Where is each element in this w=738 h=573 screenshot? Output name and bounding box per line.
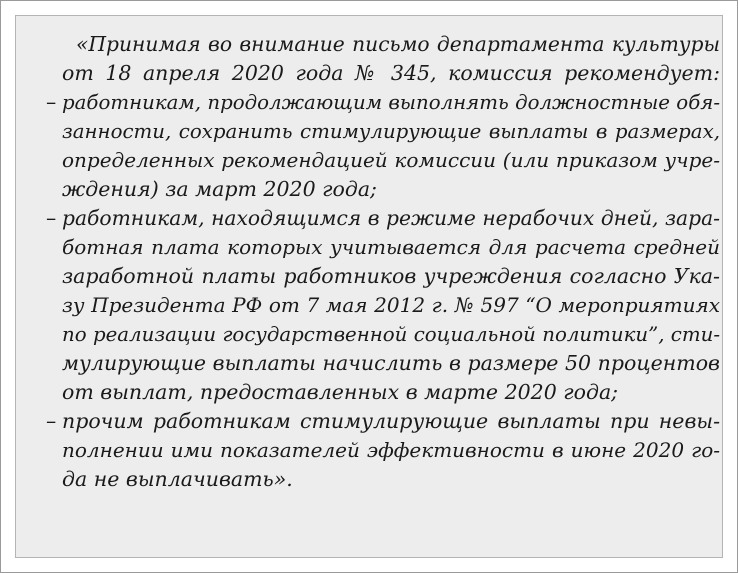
list-bullet: –	[46, 206, 57, 230]
text-line: заработной платы работников учреждения согласно Ука-	[62, 264, 720, 288]
text-line: по реализации государственной социальной политики”, сти-	[62, 323, 720, 346]
text-line: мулирующие выплаты начислить в размере 50 процентов	[62, 351, 720, 375]
text-line: от выплат, предоставленных в марте 2020 года;	[62, 380, 619, 404]
text-line: от 18 апреля 2020 года № 345, комиссия рекомендует:	[62, 61, 720, 85]
list-bullet: –	[46, 409, 57, 433]
text-line: ботная плата которых учитывается для расчета средней	[62, 235, 720, 259]
text-line: работникам, находящимся в режиме нерабочих дней, зара-	[62, 206, 720, 230]
text-line: «Принимая во внимание письмо департамента культуры	[76, 32, 720, 56]
text-line: занности, сохранить стимулирующие выплаты в размерах,	[62, 120, 720, 143]
text-line: ждения) за март 2020 года;	[62, 177, 377, 201]
text-line: зу Президента РФ от 7 мая 2012 г. № 597 “О мероприятиях	[62, 293, 720, 317]
quote-box	[15, 15, 723, 558]
list-bullet: –	[46, 90, 57, 114]
text-line: полнении ими показателей эффективности в июне 2020 го-	[62, 438, 720, 462]
text-line: прочим работникам стимулирующие выплаты при невы-	[62, 409, 720, 433]
text-line: да не выплачивать».	[62, 467, 293, 491]
text-line: работникам, продолжающим выполнять должностные обя-	[62, 91, 720, 114]
text-line: определенных рекомендацией комиссии (или приказом учре-	[62, 148, 720, 172]
